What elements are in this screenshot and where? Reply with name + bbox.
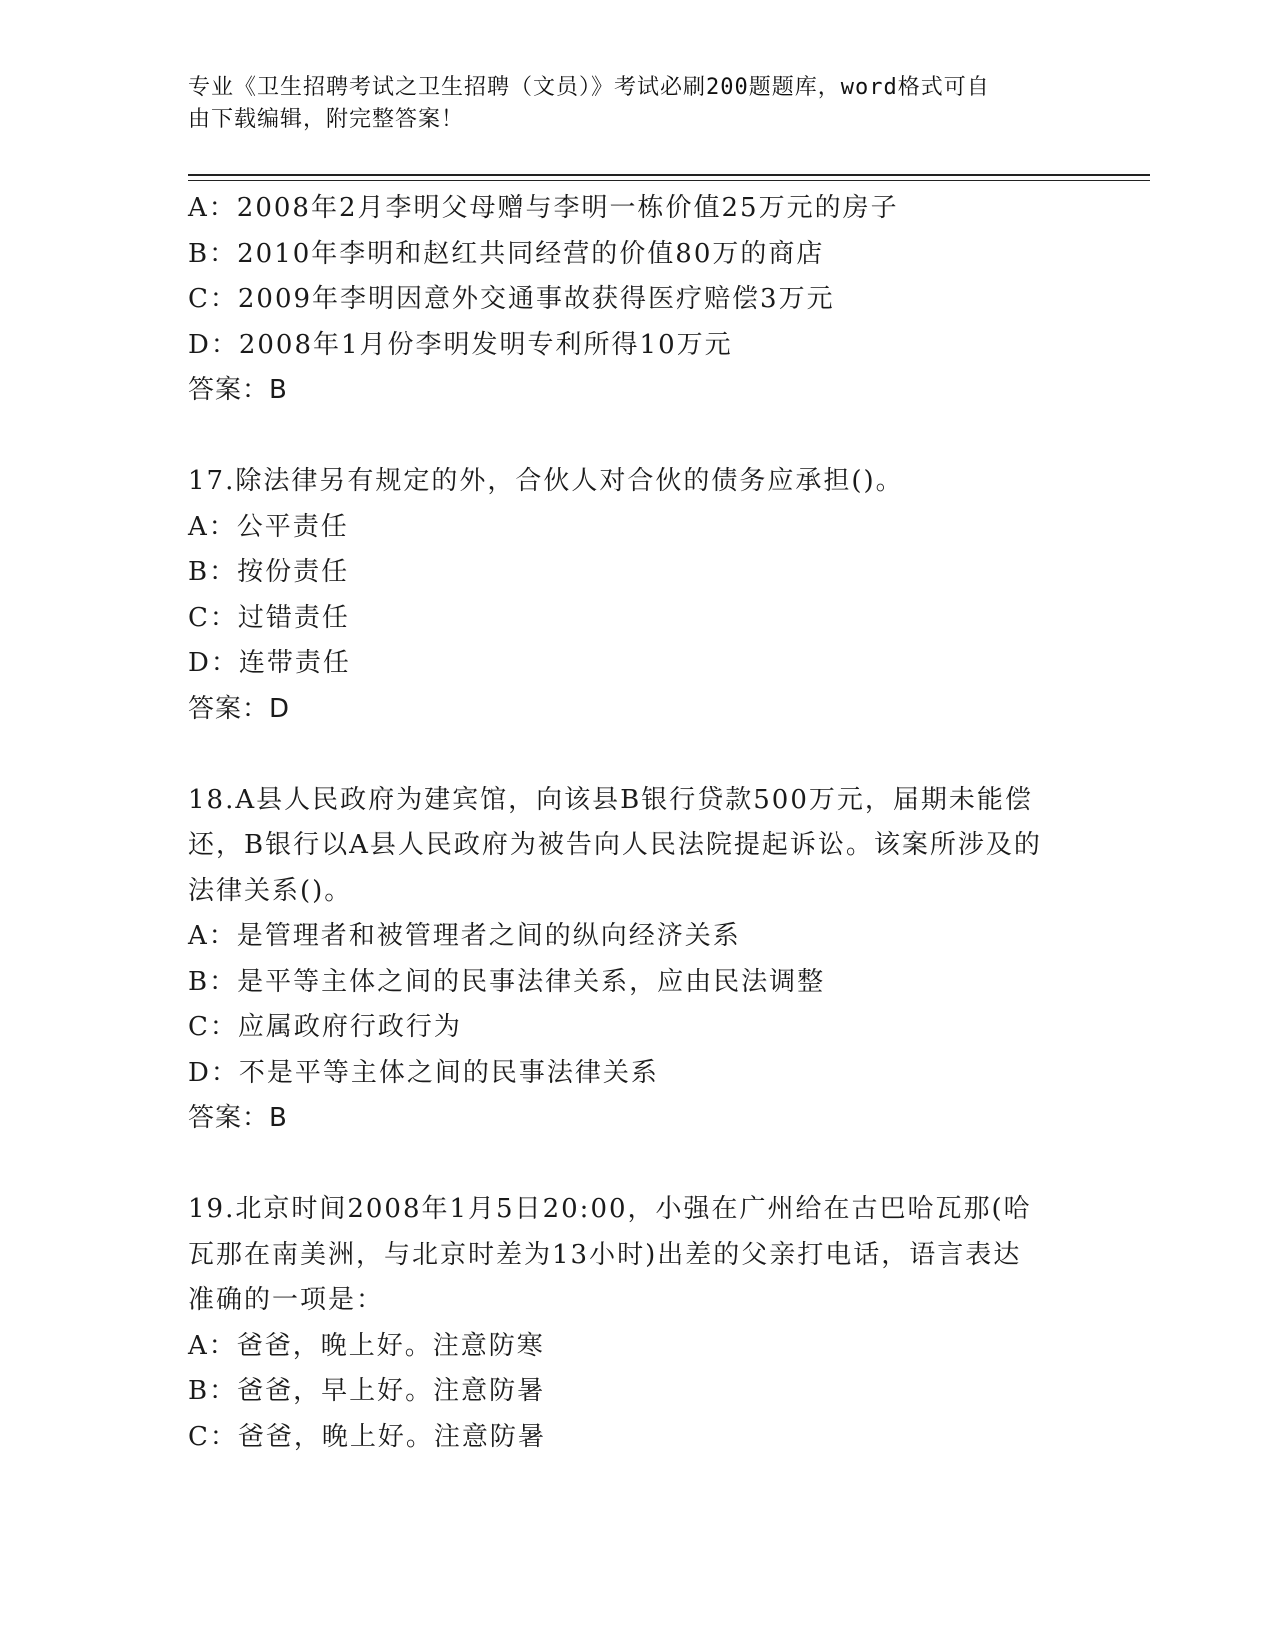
header-line-2: 由下载编辑，附完整答案！ bbox=[188, 107, 465, 132]
question-content bbox=[188, 186, 1088, 1460]
spacer bbox=[188, 732, 1088, 778]
header-divider-thick bbox=[188, 174, 1150, 176]
option-d: D：连带责任 bbox=[188, 648, 351, 678]
question-stem-line-2: 还，B银行以A县人民政府为被告向人民法院提起诉讼。该案所涉及的 bbox=[188, 830, 1042, 860]
option-c: C：爸爸，晚上好。注意防暑 bbox=[188, 1421, 546, 1452]
header-line-1: 专业《卫生招聘考试之卫生招聘（文员）》考试必刷200题题库，word格式可自 bbox=[188, 75, 990, 100]
header-divider-thin bbox=[188, 180, 1150, 181]
spacer bbox=[188, 1142, 1088, 1188]
question-stem-line-3: 法律关系()。 bbox=[188, 875, 353, 906]
option-d: D：不是平等主体之间的民事法律关系 bbox=[188, 1057, 659, 1088]
question-stem-line-1: 19.北京时间2008年1月5日20:00，小强在广州给在古巴哈瓦那(哈 bbox=[188, 1194, 1032, 1224]
answer: 答案：D bbox=[188, 693, 291, 724]
option-c: C：2009年李明因意外交通事故获得医疗赔偿3万元 bbox=[188, 284, 835, 314]
option-a: A：爸爸，晚上好。注意防寒 bbox=[188, 1330, 545, 1361]
option-d: D：2008年1月份李明发明专利所得10万元 bbox=[188, 329, 733, 360]
answer: 答案：B bbox=[188, 375, 288, 405]
option-b: B：按份责任 bbox=[188, 557, 350, 587]
question-16 bbox=[188, 186, 1088, 414]
spacer bbox=[188, 414, 1088, 460]
option-a: A：是管理者和被管理者之间的纵向经济关系 bbox=[188, 921, 741, 951]
option-b: B：爸爸，早上好。注意防暑 bbox=[188, 1376, 546, 1406]
question-stem-line-2: 瓦那在南美洲，与北京时差为13小时)出差的父亲打电话，语言表达 bbox=[188, 1239, 1022, 1270]
document-header bbox=[188, 72, 1068, 136]
option-a: A：2008年2月李明父母赠与李明一栋价值25万元的房子 bbox=[188, 193, 899, 223]
question-stem: 17.除法律另有规定的外，合伙人对合伙的债务应承担()。 bbox=[188, 466, 904, 496]
question-18 bbox=[188, 778, 1088, 1142]
answer: 答案：B bbox=[188, 1103, 288, 1133]
question-17 bbox=[188, 459, 1088, 732]
option-b: B：是平等主体之间的民事法律关系，应由民法调整 bbox=[188, 966, 826, 997]
option-c: C：过错责任 bbox=[188, 602, 350, 633]
question-stem-line-1: 18.A县人民政府为建宾馆，向该县B银行贷款500万元，届期未能偿 bbox=[188, 784, 1033, 815]
question-19 bbox=[188, 1187, 1088, 1460]
option-c: C：应属政府行政行为 bbox=[188, 1012, 462, 1042]
option-a: A：公平责任 bbox=[188, 511, 349, 542]
question-stem-line-3: 准确的一项是： bbox=[188, 1285, 385, 1315]
option-b: B：2010年李明和赵红共同经营的价值80万的商店 bbox=[188, 238, 825, 269]
